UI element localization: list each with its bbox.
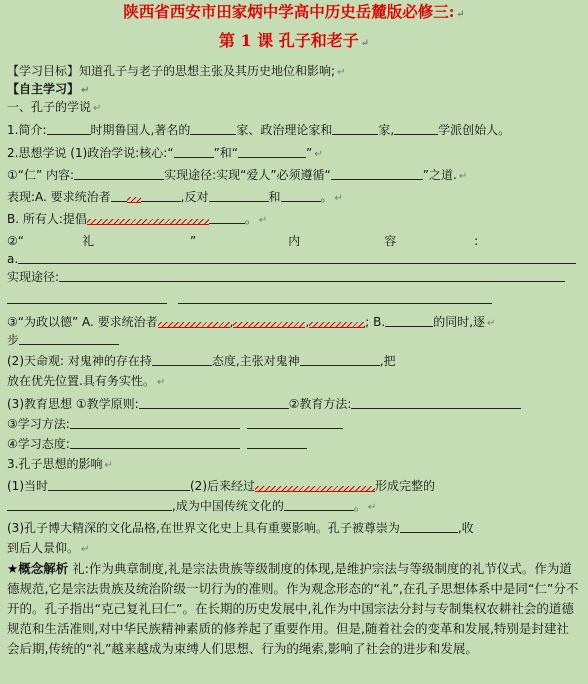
- thought-line: 2.思想学说 (1)政治学说:核心:“ ”和“ ” ↵: [7, 146, 323, 160]
- rule-virtue-line2: 步: [7, 331, 582, 349]
- learning-objectives: 【学习目标】知道孔子与老子的思想主张及其历史地位和影响; ↵: [7, 64, 346, 78]
- blank-line: [7, 290, 582, 308]
- b-all-line: B. 所有人:提倡 。 ↵: [7, 212, 268, 226]
- method-line: ③学习方法:: [7, 415, 582, 433]
- influence-line3b: 到后人景仰。 ↵: [7, 541, 90, 555]
- influence-line1: (1)当时 (2)后来经过 形成完整的: [7, 479, 436, 493]
- concept-paragraph: ★概念解析 礼:作为典章制度,礼是宗法贵族等级制度的体现,是维护宗法与等级制度的礼节仪式。作为道德规范,它是宗法贵族及统治阶级一切行为的准则。作为观念形态的“礼”,在孔子思想体系中是同“仁”分不开的。孔子指出“克己复礼曰仁”。在长期的历史发展中,礼作为中国宗法分封与专制集权农耕社会的道德规范和生活准则,对中华民族精神素质的修养起了重要作用。但是,随着社会的变革和发展,特别是封建社会后期,传统的“礼”越来越成为束缚人们思想、行为的绳索,影响了社会的进步和发展。: [7, 561, 579, 656]
- path-line: 实现途径:: [7, 268, 582, 286]
- document-title: 陕西省西安市田家炳中学高中历史岳麓版必修三: ↵: [123, 2, 465, 21]
- influence-heading: 3.孔子思想的影响 ↵: [7, 457, 113, 471]
- lesson-title: 第 1 课 孔子和老子 ↵: [218, 31, 370, 50]
- education-line: (3)教育思想 ①教学原则: ②教育方法:: [7, 395, 582, 413]
- influence-line1b: ,成为中国传统文化的 。 ↵: [7, 497, 582, 517]
- heaven-line2: 放在优先位置.具有务实性。 ↵: [7, 374, 166, 388]
- attitude-line: ④学习态度:: [7, 435, 582, 453]
- section-heading: 一、孔子的学说 ↵: [7, 100, 102, 114]
- heaven-line: (2)天命观: 对鬼神的存在持 态度,主张对鬼神 ,把: [7, 354, 396, 368]
- ren-line: ①“仁” 内容: 实现途径:实现“爱人”必须遵循“ ”之道. ↵: [7, 168, 468, 182]
- expression-line: 表现:A. 要求统治者 ,反对 和 。 ↵: [7, 190, 343, 204]
- intro-line: 1.简介: 时期鲁国人,著名的 家、政治理论家和 家, 学派创始人。: [7, 123, 511, 137]
- li-a-line: a.: [7, 250, 582, 268]
- influence-line3: (3)孔子博大精深的文化品格,在世界文化史上具有重要影响。孔子被尊崇为 ,收: [7, 521, 474, 535]
- li-line: ②“ 礼 ” 内 容 :: [7, 234, 479, 248]
- self-study-heading: 【自主学习】 ↵: [7, 82, 90, 96]
- rule-virtue-line: ③“为政以德” A. 要求统治者 , , ; B. 的同时,逐 ↵: [7, 315, 496, 329]
